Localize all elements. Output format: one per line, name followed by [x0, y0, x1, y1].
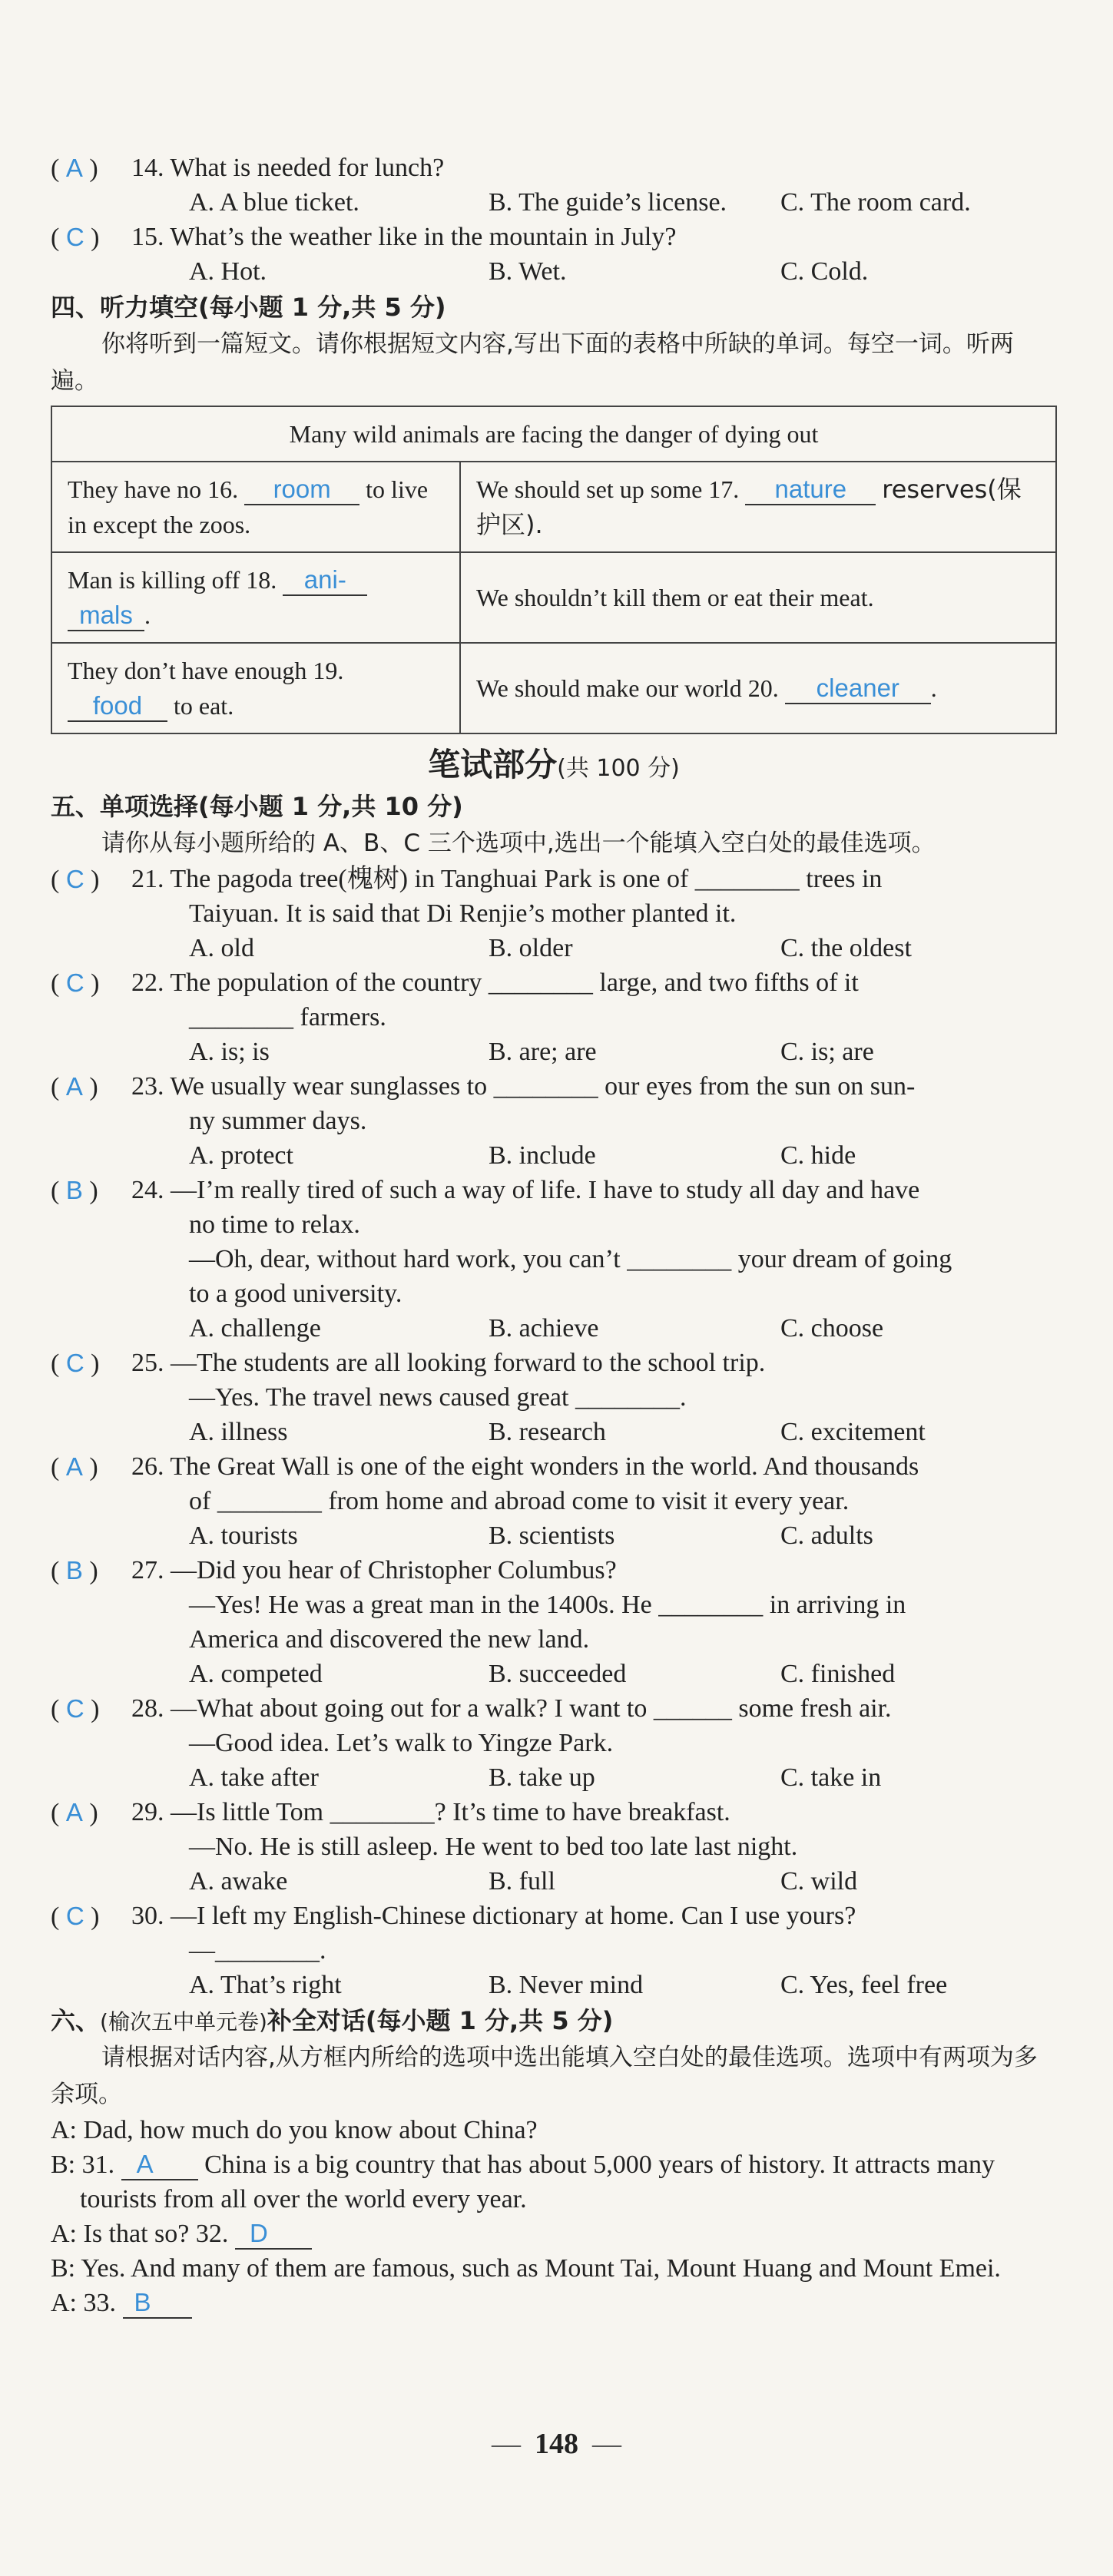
table-cell: We should set up some 17. nature reserves(保护区).: [460, 462, 1056, 552]
mcq-question-line: ( A ) 23. We usually wear sunglasses to ________ our eyes from the sun on sun-: [51, 1069, 1057, 1104]
dialogue-line: B: Yes. And many of them are famous, such as Mount Tai, Mount Huang and Mount Emei.: [51, 2254, 1001, 2283]
mcq-text: Taiyuan. It is said that Di Renjie’s mother planted it.: [189, 899, 737, 928]
mcq-option: A. take after: [189, 1763, 319, 1792]
mcq-text: —Yes. The travel news caused great ________.: [189, 1383, 687, 1412]
dialogue-line: B: 31. A China is a big country that has about 5,000 years of history. It attracts many tourists from all over the world every year.: [51, 2150, 995, 2213]
mcq-question-continuation: [51, 1588, 1057, 1622]
mcq-text: 24. —I’m really tired of such a way of life. I have to study all day and have: [131, 1176, 920, 1204]
mcq-option: C. is; are: [780, 1038, 874, 1066]
mcq-text: no time to relax.: [189, 1210, 360, 1239]
mcq-option: A. old: [189, 934, 254, 962]
page-number: — 148 —: [492, 2428, 621, 2460]
mcq-question-line: ( C ) 30. —I left my English-Chinese dictionary at home. Can I use yours?: [51, 1899, 1057, 1933]
mcq-options: [51, 1864, 1057, 1899]
mcq-question-continuation: [51, 1484, 1057, 1518]
mcq-question-line: ( B ) 24. —I’m really tired of such a way of life. I have to study all day and have: [51, 1173, 1057, 1207]
mcq-option: A. tourists: [189, 1521, 298, 1550]
section-5-instruction: 请你从每小题所给的 A、B、C 三个选项中,选出一个能填入空白处的最佳选项。: [101, 829, 936, 857]
mcq-text: 25. —The students are all looking forward to the school trip.: [131, 1349, 766, 1377]
mcq-option: B. include: [489, 1141, 596, 1170]
mcq-text: 30. —I left my English-Chinese dictionary at home. Can I use yours?: [131, 1902, 856, 1930]
mcq-text: 29. —Is little Tom ________? It’s time to have breakfast.: [131, 1798, 730, 1826]
section-6-heading: 六、(榆次五中单元卷)补全对话(每小题 1 分,共 5 分): [51, 2006, 614, 2035]
table-cell: We should make our world 20. cleaner .: [460, 643, 1056, 733]
mcq-question-continuation: [51, 1000, 1057, 1035]
answer-15: C: [65, 223, 84, 251]
section-5-heading: 五、单项选择(每小题 1 分,共 10 分): [51, 792, 463, 821]
question-text: What is needed for lunch?: [170, 154, 445, 182]
mcq-text: —No. He is still asleep. He went to bed too late last night.: [189, 1833, 798, 1861]
mcq-question-continuation: [51, 1276, 1057, 1311]
dialogue-line: A: Is that so? 32. D: [51, 2217, 1057, 2251]
mcq-answer: B: [65, 1176, 83, 1204]
answer-19: food: [68, 691, 167, 722]
mcq-answer: C: [65, 1694, 84, 1723]
mcq-question-continuation: [51, 1829, 1057, 1864]
mcq-option: B. take up: [489, 1763, 595, 1792]
mcq-option: C. hide: [780, 1141, 856, 1170]
mcq-option: A. protect: [189, 1141, 293, 1170]
table-cell: They have no 16. room to live in except the zoos.: [51, 462, 460, 552]
mcq-option: B. achieve: [489, 1314, 599, 1343]
mcq-option: B. succeeded: [489, 1660, 627, 1688]
mcq-options: [51, 1311, 1057, 1346]
mcq-option: A. That’s right: [189, 1971, 342, 1999]
answer-18-part1: ani-: [283, 565, 367, 596]
mcq-text: —Good idea. Let’s walk to Yingze Park.: [189, 1729, 614, 1757]
mcq-text: America and discovered the new land.: [189, 1625, 590, 1654]
mcq-text: 26. The Great Wall is one of the eight wonders in the world. And thousands: [131, 1452, 919, 1481]
mcq-text: 27. —Did you hear of Christopher Columbus?: [131, 1556, 617, 1584]
mcq-text: 23. We usually wear sunglasses to ________ our eyes from the sun on sun-: [131, 1072, 916, 1101]
mcq-question-line: ( C ) 21. The pagoda tree(槐树) in Tanghuai Park is one of ________ trees in: [51, 862, 1057, 896]
mcq-options: [51, 931, 1057, 965]
answer-31: A: [121, 2150, 198, 2180]
option-b: B. The guide’s license.: [489, 188, 727, 217]
mcq-question-continuation: [51, 1622, 1057, 1657]
page-content: [51, 151, 1057, 2320]
mcq-option: A. awake: [189, 1867, 288, 1896]
option-a: A. A blue ticket.: [189, 188, 359, 217]
mcq-answer: C: [65, 1902, 84, 1930]
mcq-option: C. adults: [780, 1521, 873, 1550]
answer-20: cleaner: [785, 674, 931, 704]
mcq-option: B. older: [489, 934, 573, 962]
mcq-options: [51, 1760, 1057, 1795]
section-4-instruction: 你将听到一篇短文。请你根据短文内容,写出下面的表格中所缺的单词。每空一词。听两遍。: [51, 330, 1014, 395]
mcq-question-continuation: [51, 1726, 1057, 1760]
mcq-text: to a good university.: [189, 1280, 402, 1308]
mcq-text: 21. The pagoda tree(槐树) in Tanghuai Park is one of ________ trees in: [131, 865, 883, 893]
mcq-question-line: ( C ) 25. —The students are all looking forward to the school trip.: [51, 1346, 1057, 1380]
mcq-option: C. finished: [780, 1660, 896, 1688]
table-cell: Man is killing off 18. ani- mals .: [51, 552, 460, 643]
section-6-instruction: 请根据对话内容,从方框内所给的选项中选出能填入空白处的最佳选项。选项中有两项为多余项。: [51, 2044, 1038, 2108]
mcq-option: C. take in: [780, 1763, 882, 1792]
dialogue-line: A: 33. B: [51, 2286, 1057, 2320]
option-c: C. Cold.: [780, 257, 869, 286]
mcq-answer: C: [65, 968, 84, 997]
mcq-text: ny summer days.: [189, 1107, 367, 1135]
mcq-answer: C: [65, 1349, 84, 1377]
mcq-question-continuation: [51, 896, 1057, 931]
listening-table: [51, 406, 1057, 734]
mcq-option: A. challenge: [189, 1314, 321, 1343]
question-14: ( A ) 14. What is needed for lunch?: [51, 154, 445, 183]
mcq-text: 28. —What about going out for a walk? I want to ______ some fresh air.: [131, 1694, 892, 1723]
mcq-text: —Oh, dear, without hard work, you can’t ________ your dream of going: [189, 1245, 952, 1273]
mcq-option: C. choose: [780, 1314, 884, 1343]
option-a: A. Hot.: [189, 257, 267, 286]
mcq-text: 22. The population of the country ________ large, and two fifths of it: [131, 968, 859, 997]
mcq-question-line: ( C ) 28. —What about going out for a walk? I want to ______ some fresh air.: [51, 1691, 1057, 1726]
mcq-options: [51, 1138, 1057, 1173]
mcq-answer: A: [65, 1452, 83, 1481]
mcq-question-continuation: [51, 1207, 1057, 1242]
mcq-options: [51, 1415, 1057, 1449]
answer-17: nature: [745, 475, 876, 505]
table-title: Many wild animals are facing the danger of dying out: [51, 406, 1056, 462]
mcq-options: [51, 1518, 1057, 1553]
table-cell: They don’t have enough 19. food to eat.: [51, 643, 460, 733]
mcq-answer: A: [65, 1072, 83, 1101]
mcq-text: —Yes! He was a great man in the 1400s. He ________ in arriving in: [189, 1591, 906, 1619]
answer-16: room: [244, 475, 359, 505]
answer-18-part2: mals: [68, 601, 144, 631]
mcq-question-continuation: [51, 1104, 1057, 1138]
option-c: C. The room card.: [780, 188, 971, 217]
mcq-text: —________.: [189, 1936, 326, 1965]
mcq-option: B. research: [489, 1418, 606, 1446]
mcq-question-line: ( A ) 29. —Is little Tom ________? It’s time to have breakfast.: [51, 1795, 1057, 1829]
options-14: [51, 185, 1057, 220]
mcq-option: C. wild: [780, 1867, 858, 1896]
mcq-option: B. full: [489, 1867, 555, 1896]
mcq-option: C. the oldest: [780, 934, 912, 962]
mcq-text: ________ farmers.: [189, 1003, 386, 1031]
mcq-options: [51, 1035, 1057, 1069]
options-15: [51, 254, 1057, 289]
mcq-question-continuation: [51, 1242, 1057, 1276]
answer-14: A: [65, 154, 83, 182]
question-15: ( C ) 15. What’s the weather like in the mountain in July?: [51, 223, 677, 252]
dialogue-line: A: Dad, how much do you know about China?: [51, 2116, 538, 2144]
section-4-heading: 四、听力填空(每小题 1 分,共 5 分): [51, 293, 446, 322]
mcq-options: [51, 1657, 1057, 1691]
mcq-text: of ________ from home and abroad come to visit it every year.: [189, 1487, 850, 1515]
answer-33: B: [123, 2288, 192, 2319]
mcq-option: B. are; are: [489, 1038, 597, 1066]
written-part-title: 笔试部分(共 100 分): [428, 746, 680, 783]
answer-32: D: [235, 2219, 312, 2250]
mcq-option: A. is; is: [189, 1038, 270, 1066]
option-b: B. Wet.: [489, 257, 567, 286]
mcq-question-line: ( A ) 26. The Great Wall is one of the eight wonders in the world. And thousands: [51, 1449, 1057, 1484]
mcq-question-line: ( B ) 27. —Did you hear of Christopher Columbus?: [51, 1553, 1057, 1588]
mcq-option: A. illness: [189, 1418, 288, 1446]
mcq-question-continuation: [51, 1380, 1057, 1415]
mcq-options: [51, 1968, 1057, 2002]
mcq-answer: B: [65, 1556, 83, 1584]
question-text: What’s the weather like in the mountain in July?: [170, 223, 677, 251]
mcq-option: A. competed: [189, 1660, 323, 1688]
mcq-answer: A: [65, 1798, 83, 1826]
mcq-answer: C: [65, 865, 84, 893]
mcq-option: B. Never mind: [489, 1971, 644, 1999]
mcq-option: B. scientists: [489, 1521, 615, 1550]
mcq-option: C. excitement: [780, 1418, 926, 1446]
mcq-question-line: ( C ) 22. The population of the country ________ large, and two fifths of it: [51, 965, 1057, 1000]
mcq-question-continuation: [51, 1933, 1057, 1968]
mcq-option: C. Yes, feel free: [780, 1971, 948, 1999]
multiple-choice-list: [51, 862, 1057, 2002]
table-cell: We shouldn’t kill them or eat their meat.: [460, 552, 1056, 643]
